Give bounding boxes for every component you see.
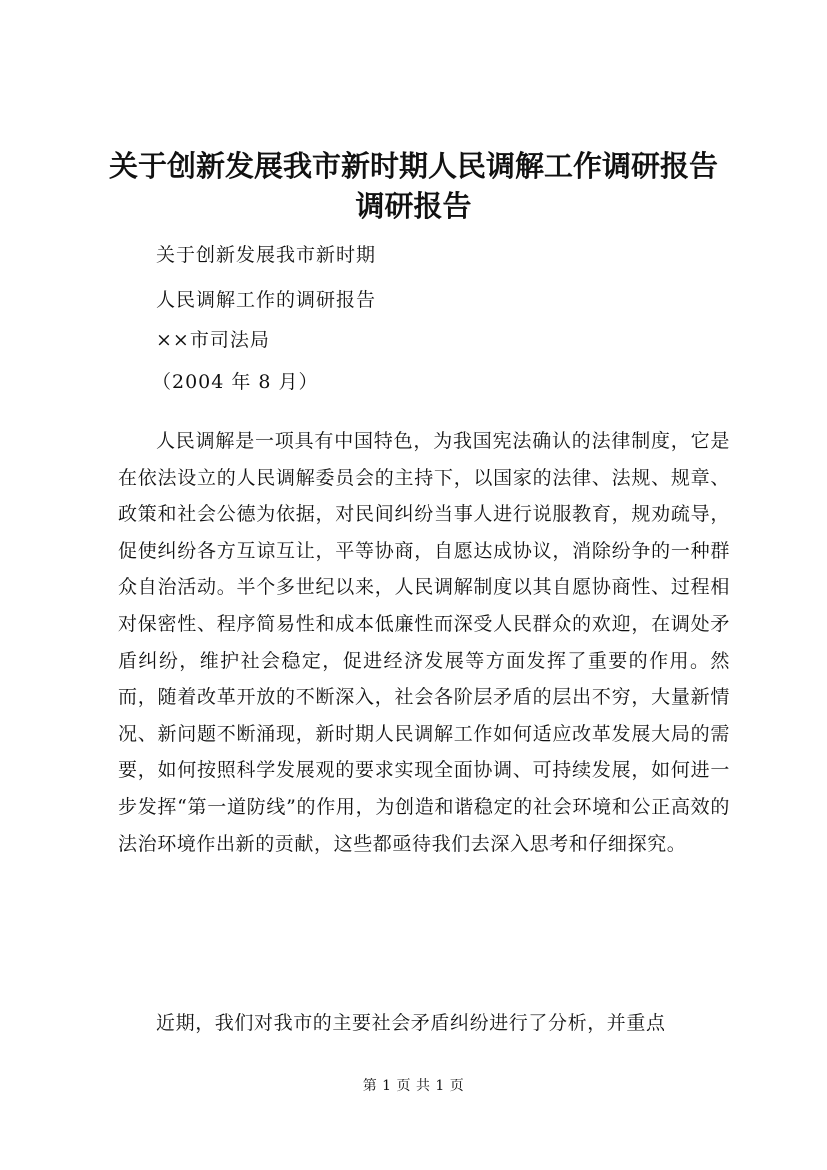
body-paragraph: 近期，我们对我市的主要社会矛盾纠纷进行了分析，并重点 — [156, 1012, 666, 1034]
document-title: 关于创新发展我市新时期人民调解工作调研报告调研报告 — [108, 149, 718, 223]
date-line: （2004 年 8 月） — [152, 371, 319, 393]
subtitle-line-1: 关于创新发展我市新时期 — [156, 244, 377, 266]
author-line: ××市司法局 — [156, 329, 270, 351]
subtitle-line-2: 人民调解工作的调研报告 — [156, 289, 377, 311]
page-footer: 第 1 页 共 1 页 — [362, 1078, 465, 1094]
body-paragraph: 人民调解是一项具有中国特色，为我国宪法确认的法律制度，它是在依法设立的人民调解委员会的主持下，以国家的法律、法规、规章、政策和社会公德为依据，对民间纠纷当事人进行说服教育，规劝疏导，促使纠纷各方互谅互让，平等协商，自愿达成协议，消除纷争的一种群众自治活动。半个多世纪以来，人民调解制度以其自愿协商性、过程相对保密性、程序简易性和成本低廉性而深受人民群众的欢迎，在调处矛盾纠纷，维护社会稳定，促进经济发展等方面发挥了重要的作用。然而，随着改革开放的不断深入，社会各阶层矛盾的层出不穷，大量新情况、新问题不断涌现，新时期人民调解工作如何适应改革发展大局的需要，如何按照科学发展观的要求实现全面协调、可持续发展，如何进一步发挥“第一道防线”的作用，为创造和谐稳定的社会环境和公正高效的法治环境作出新的贡献，这些都亟待我们去深入思考和仔细探究。 — [118, 430, 730, 855]
